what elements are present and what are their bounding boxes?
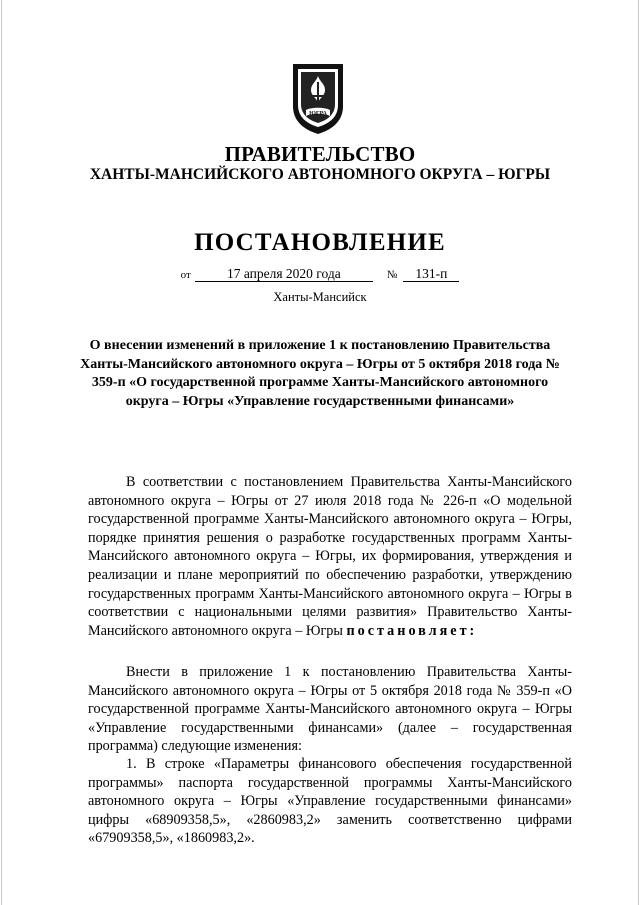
paragraph-item-1: 1. В строке «Параметры финансового обеспечения государственной программы» паспорта государственной программы Ханты-Мансийского автономного округа – Югры «Управление государственными финансами» цифры «68909358,5», «2860983,2» заменить соответственно цифрами «67909358,5», «1860983,2». — [88, 756, 572, 847]
scan-edge-left — [1, 0, 2, 905]
document-type: ПОСТАНОВЛЕНИЕ — [194, 229, 446, 256]
government-title: ПРАВИТЕЛЬСТВО — [224, 142, 416, 166]
emblem-label: ЮГРА — [309, 111, 327, 117]
resolves-keyword: постановляет: — [346, 622, 478, 639]
document-date: 17 апреля 2020 года — [195, 266, 373, 282]
city-name: Ханты-Мансийск — [273, 290, 367, 304]
paragraph-amendment-intro: Внести в приложение 1 к постановлению Правительства Ханты-Мансийского автономного округа – Югры от 5 октября 2018 года № 359-п «О государственной программе Ханты-Мансийского автономного округа – Югры «Управление государственными финансами» (далее – государственная программа) следующие изменения: — [88, 664, 572, 755]
document-number: 131-п — [403, 266, 459, 282]
date-number-line — [0, 266, 640, 282]
paragraph-preamble — [88, 473, 572, 640]
date-prefix: от — [180, 269, 191, 281]
coat-of-arms-emblem — [289, 60, 347, 136]
scan-edge-right — [638, 0, 639, 905]
document-heading: О внесении изменений в приложение 1 к постановлению Правительства Ханты-Мансийского автономного округа – Югры от 5 октября 2018 года № 359-п «О государственной программе Ханты-Мансийского автономного округа – Югры «Управление государственными финансами» — [80, 338, 560, 409]
number-prefix: № — [386, 269, 398, 281]
preamble-text: В соответствии с постановлением Правительства Ханты-Мансийского автономного округа – Югры от 27 июля 2018 года № 226-п «О модельной государственной программе Ханты-Мансийского автономного округа – Югры, порядке принятия решения о разработке государственных программ Ханты-Мансийского автономного округа – Югры, их формирования, утверждения и реализации и плане мероприятий по обеспечению разработки, утверждению государственных программ Ханты-Мансийского автономного округа – Югры в соответствии с национальными целями развития» Правительство Ханты-Мансийского автономного округа – Югры — [88, 474, 572, 639]
region-title: ХАНТЫ-МАНСИЙСКОГО АВТОНОМНОГО ОКРУГА – ЮГРЫ — [89, 166, 551, 183]
